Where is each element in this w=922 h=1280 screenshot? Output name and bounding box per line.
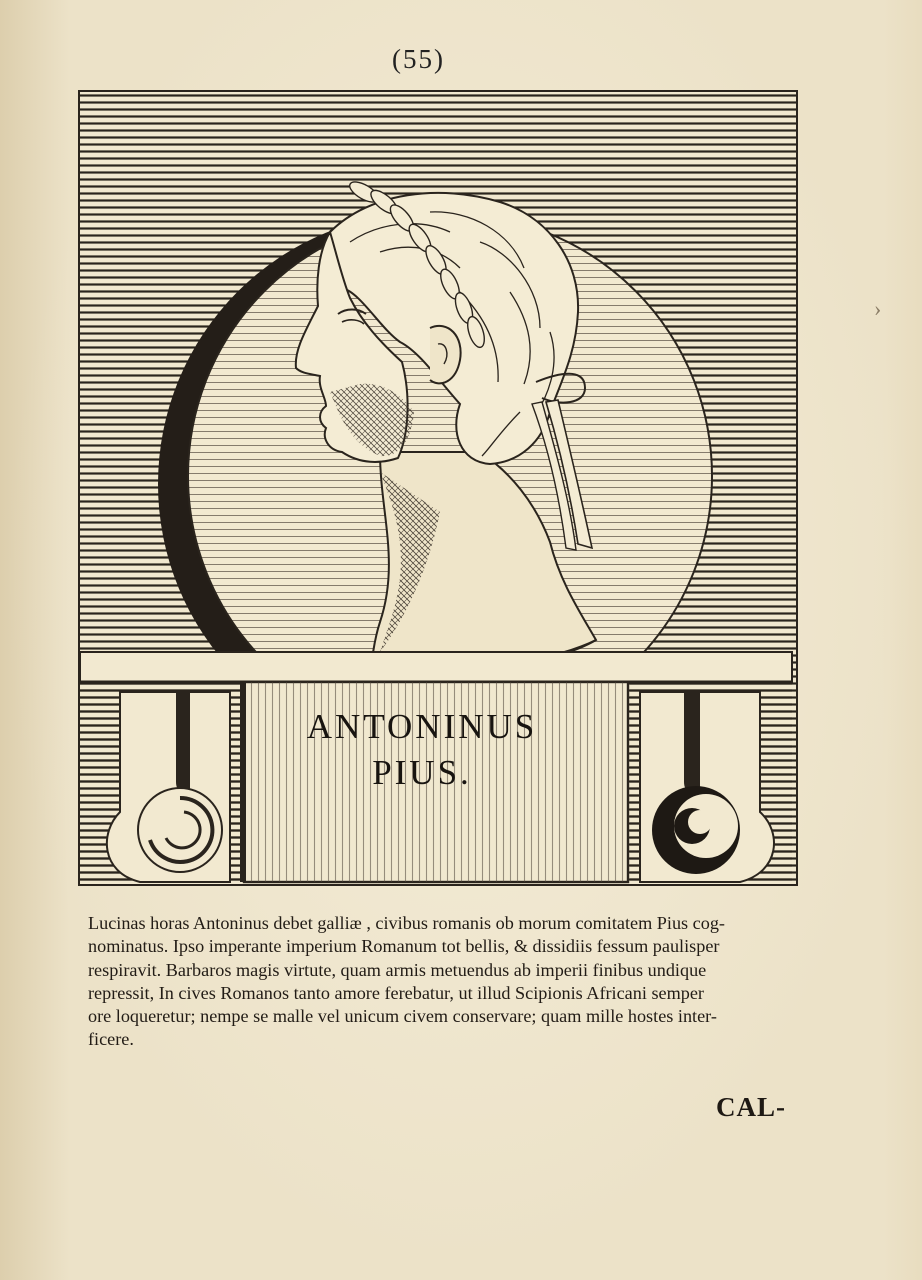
page-number: (55) [392, 44, 445, 74]
text-line: nominatus. Ipso imperante imperium Romanum tot bellis, & dissidiis fessum paulisper [88, 936, 720, 957]
inscription-line-2: PIUS. [372, 753, 472, 792]
inscription [236, 704, 608, 796]
text-line: Lucinas horas Antoninus debet galliæ , civibus romanis ob morum comitatem Pius cog- [88, 913, 725, 933]
text-line: respiravit. Barbaros magis virtute, quam armis metuendus ab imperii finibus undique [88, 959, 707, 980]
margin-mark: › [874, 296, 882, 321]
text-line: ore loqueretur; nempe se malle vel unicum civem conservare; quam mille hostes inter- [88, 1006, 717, 1027]
text-line: ficere. [88, 1029, 134, 1050]
text-line: repressit, In cives Romanos tanto amore ferebatur, ut illud Scipionis Africani semper [88, 982, 704, 1003]
engraved-plate [78, 90, 798, 886]
catchword: CAL- [716, 1092, 786, 1122]
body-paragraph [88, 912, 794, 1052]
inscription-line-1: ANTONINUS [306, 707, 538, 746]
